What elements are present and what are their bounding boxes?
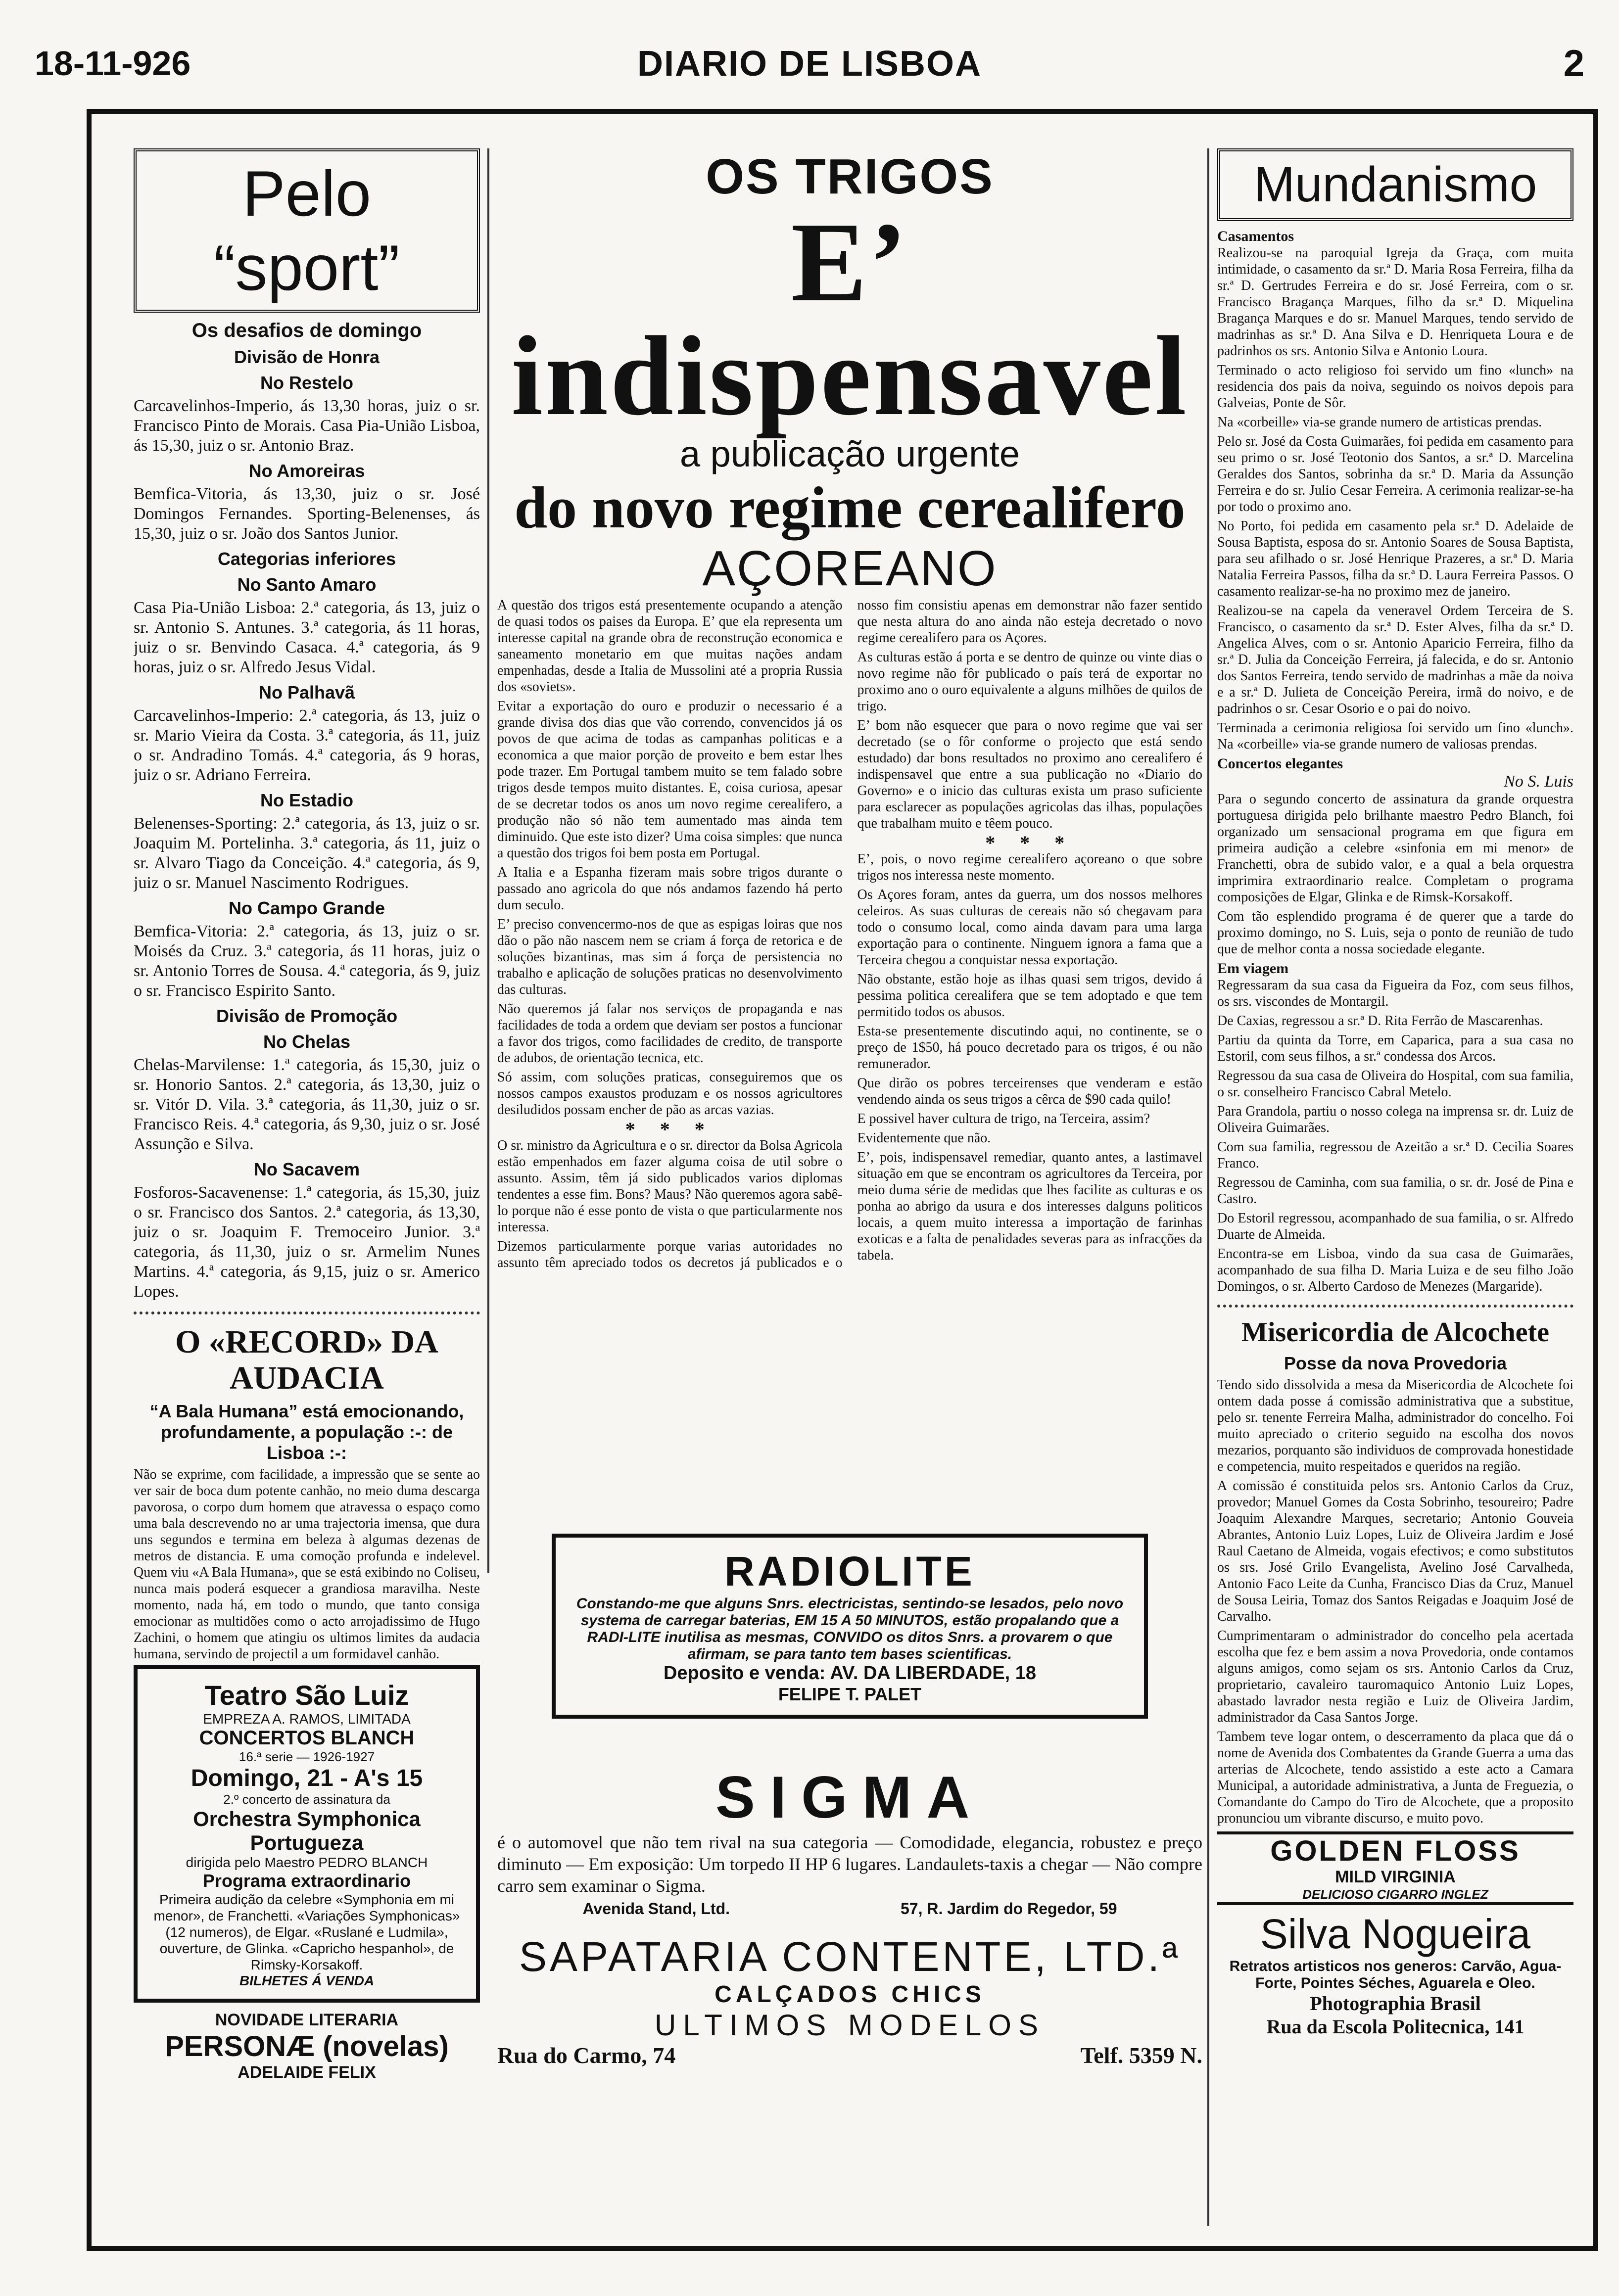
venue-name: No Estadio xyxy=(260,790,353,810)
sport-section-tag: Pelo “sport” xyxy=(134,148,480,313)
venue-name: No Restelo xyxy=(260,373,354,393)
teatro-series: 16.ª serie — 1926-1927 xyxy=(238,1749,375,1765)
record-subheading: “A Bala Humana” está emocionando, profundamente, a população :-: de Lisboa :-: xyxy=(149,1401,464,1463)
trigos-paragraph: A questão dos trigos está presentemente ocupando a atenção de quasi todos os paises da Europa. E’ que ela representa um interesse capital na grande obra de reconstrução economica e saneamento monetario em que muitas nações andam empenhadas, desde a Italia de Mussolini até a propria Russia dos «soviets». xyxy=(497,598,843,695)
sigma-address: 57, R. Jardim do Regedor, 59 xyxy=(901,1900,1117,1918)
sigma-ad xyxy=(497,1763,1202,1918)
venue-text: Casa Pia-União Lisboa: 2.ª categoria, ás 13, juiz o sr. Antonio S. Antunes. 3.ª categoria, ás 11 horas, juiz o sr. Benvindo Casaca. 4.ª categoria, ás 9 horas, juiz o sr. Alfredo Jesus Vidal. xyxy=(134,599,480,676)
silva-shop: Photographia Brasil xyxy=(1310,1992,1481,2015)
teatro-tickets: BILHETES Á VENDA xyxy=(239,1973,375,1989)
issue-date: 18-11-926 xyxy=(35,44,191,83)
trigos-paragraph: E possivel haver cultura de trigo, na Terceira, assim? xyxy=(857,1111,1150,1126)
sapataria-line1: CALÇADOS CHICS xyxy=(714,1981,985,2008)
viagem-paragraph: Partiu da quinta da Torre, em Caparica, para a sua casa no Estoril, com seus filhos, a sr.ª condessa dos Arcos. xyxy=(1217,1032,1573,1064)
trigos-top: OS TRIGOS xyxy=(706,149,994,204)
trigos-line3: do novo regime cerealifero xyxy=(514,474,1186,540)
teatro-conductor: dirigida pelo Maestro PEDRO BLANCH xyxy=(186,1855,428,1871)
trigos-paragraph: As culturas estão á porta e se dentro de quinze ou vinte dias o novo regime não fôr publicado o país terá de exportar no proximo ano o ouro equivalente a alguns milhões de quilos de trigo. xyxy=(857,650,1202,714)
venue-text: Carcavelinhos-Imperio, ás 13,30 horas, juiz o sr. Francisco Pinto de Morais. Casa Pia-União Lisboa, ás 15,30, juiz o sr. Antonio Braz. xyxy=(134,397,480,455)
sigma-footer xyxy=(497,1900,1202,1918)
sigma-title: SIGMA xyxy=(715,1764,985,1830)
casamentos-paragraph: No Porto, foi pedida em casamento pela sr.ª D. Adelaide de Sousa Baptista, esposa do sr. Antonio Soares de Sousa Baptista, para seu afilhado o sr. José Henrique Prazeres, a sr.ª D. Maria Natalia Ferreira Passos, filha da sr.ª D. Laura Ferreira Passos. O casamento realizar-se-ha no proximo mez de janeiro. xyxy=(1217,518,1573,599)
misericordia-paragraph: Tendo sido dissolvida a mesa da Misericordia de Alcochete foi ontem dada posse á comissão administrativa que a substitue, pelo sr. tenente Ferreira Malha, administrador do concelho. Foi muito apreciado o criterio seguido na escolha dos novos mezarios, porquanto são individuos de comprovada honestidade e competencia, muito respeitados e queridos na região. xyxy=(1217,1377,1573,1474)
teatro-name: Teatro São Luiz xyxy=(204,1680,409,1711)
record-heading: O «RECORD» DA AUDACIA xyxy=(175,1324,438,1396)
golden-line1: MILD VIRGINIA xyxy=(1335,1867,1456,1886)
silva-ad xyxy=(1217,1910,1573,2038)
venue-name: No Chelas xyxy=(263,1031,351,1052)
venue-text: Fosforos-Sacavenense: 1.ª categoria, ás 15,30, juiz o sr. Francisco dos Santos. 2.ª categoria, ás 13,30, juiz o sr. Joaquim F. Tremoceiro Junior. 3.ª categoria, ás 11,30, juiz o sr. Armelim Nunes Martins. 4.ª categoria, ás 9,15, juiz o sr. Americo Lopes. xyxy=(134,1183,480,1301)
novidade-ad xyxy=(134,2011,480,2082)
separator-stars: * * * xyxy=(625,1118,714,1140)
sapataria-ad xyxy=(497,1933,1202,2068)
viagem-paragraph: Regressou da sua casa de Oliveira do Hospital, com sua familia, o sr. conselheiro Francisco Cabral Metelo. xyxy=(1217,1068,1573,1100)
venue-name: No Amoreiras xyxy=(248,461,365,481)
sapataria-line2: ULTIMOS MODELOS xyxy=(655,2009,1045,2042)
concertos-paragraph: Com tão esplendido programa é de querer que a tarde do proximo domingo, no S. Luis, seja o ponto de reunião de tudo que de melhor conta a nossa sociedade elegante. xyxy=(1217,909,1573,957)
separator-stars: * * * xyxy=(985,832,1075,854)
viagem-paragraph: Com sua familia, regressou de Azeitão a sr.ª D. Cecilia Soares Franco. xyxy=(1217,1139,1573,1171)
trigos-line4: AÇOREANO xyxy=(702,541,998,596)
trigos-paragraph: Evitar a exportação do ouro e produzir o necessario é a grande divisa dos dias que vão correndo, convencidos já os povos de que acima de todas as campanhas politicas e a economica a que maior porção de proveito e bem estar lhes pode trazer. Em Portugal tambem muito se tem falado sobre trigos desde tempos muito distantes. E, coisa curiosa, apesar de se decretar todos os anos um novo regime cerealifero, a produção não só não tem aumentado mas ainda tem diminuido. Que este isto dizer? Uma coisa simples: que nunca a questão dos trigos foi bem posta em Portugal. xyxy=(497,699,843,861)
misericordia-heading: Misericordia de Alcochete xyxy=(1241,1317,1549,1348)
teatro-orchestra: Orchestra Symphonica Portugueza xyxy=(193,1807,421,1855)
trigos-paragraph: E’, pois, indispensavel remediar, quanto antes, a lastimavel situação em que se encontram os agricultores da Terceira, por meio duma série de medidas que lhes facilite as culturas e os ponha ao abrigo da usura e dos interesses dalguns politicos locais, a quem muito interessa a importação de farinhas exoticas e a falta de penalidades severas para as infracções da tabela. xyxy=(857,1150,1202,1263)
casamentos-head: Casamentos xyxy=(1217,228,1294,244)
trigos-paragraph: E’ preciso convencermo-nos de que as espigas loiras que nos dão o pão não nascem nem se criam á força de retorica e de soluções bizantinas, mas sim á força de persistencia no trabalho e aplicação de soluções praticas no desenvolvimento das culturas. xyxy=(497,917,843,997)
sigma-stand: Avenida Stand, Ltd. xyxy=(582,1900,730,1918)
venue-text: Bemfica-Vitoria: 2.ª categoria, ás 13, juiz o sr. Moisés da Cruz. 3.ª categoria, ás 11 horas, juiz o sr. Antonio Torres de Sousa. 4.ª categoria, ás 9, juiz o sr. Francisco Espirito Santo. xyxy=(134,922,480,1000)
trigos-paragraph: Evidentemente que não. xyxy=(857,1130,991,1146)
viagem-paragraph: Regressaram da sua casa da Figueira da Foz, com seus filhos, os srs. viscondes de Montargil. xyxy=(1217,978,1573,1009)
misericordia-paragraph: A comissão é constituida pelos srs. Antonio Carlos da Cruz, provedor; Manuel Gomes da Costa Sobrinho, tesoureiro; Padre Joaquim Alexandre Marques, secretario; Antonio Gouveia Abrantes, Antonio Luiz Lopes, Luiz de Oliveira Jardim e José Raul Caetano de Almeida, vogais efectivos; e como substitutos os srs. José Grilo Evangelista, Avelino José Carvalheda, Antonio Faco Leite da Cunha, Francisco Dias da Cruz, Manuel de Sousa Leiria, Tomaz dos Santos Reigadas e Joaquim José de Carvalho. xyxy=(1217,1478,1573,1624)
record-text: Não se exprime, com facilidade, a impressão que se sente ao ver sair de boca dum potente canhão, no meio duma descarga pavorosa, o corpo dum homem que atravessa o espaço como uma bala descrevendo no ar uma trajectoria imensa, que dura uns segundos e termina em beleza à algumas dezenas de metros de distancia. E uma comoção profunda e indelevel. Quem viu «A Bala Humana», que se está exibindo no Coliseu, nunca mais poderá esquecer a grandiosa maravilha. Neste momento, nada há, em todo o mundo, que tanto consiga emocionar as multidões como o acto arrojadissimo de Hugo Zachini, o homem que atingiu os ultimos limites da audacia humana, servindo de projectil a um formidavel canhão. xyxy=(134,1467,480,1662)
radiolite-address: Deposito e venda: AV. DA LIBERDADE, 18 xyxy=(663,1663,1037,1684)
viagem-paragraph: Do Estoril regressou, acompanhado de sua familia, o sr. Alfredo Duarte de Almeida. xyxy=(1217,1211,1573,1242)
sigma-text: é o automovel que não tem rival na sua categoria — Comodidade, elegancia, robustez e preço diminuto — Em exposição: Um torpedo II HP 6 lugares. Landaulets-taxis a chegar — Não compre carro sem examinar o Sigma. xyxy=(497,1832,1202,1896)
trigos-body xyxy=(497,597,1202,1271)
right-column xyxy=(1217,148,1573,2251)
divider xyxy=(134,1312,480,1314)
teatro-program-head: Programa extraordinario xyxy=(202,1871,411,1891)
sapataria-name: SAPATARIA CONTENTE, LTD.ª xyxy=(519,1933,1181,1980)
venue-text: Carcavelinhos-Imperio: 2.ª categoria, ás 13, juiz o sr. Mario Vieira da Costa. 3.ª categoria, ás 11, juiz o sr. Andradino Tomás. 4.ª categoria, ás 9 horas, juiz o sr. Adriano Ferreira. xyxy=(134,706,480,784)
sapataria-address: Rua do Carmo, 74 xyxy=(497,2043,676,2068)
division-title: Divisão de Promoção xyxy=(216,1006,398,1026)
venue-name: No Palhavã xyxy=(258,682,355,703)
venue-text: Chelas-Marvilense: 1.ª categoria, ás 15,30, juiz o sr. Honorio Santos. 2.ª categoria, ás 13,30, juiz o sr. Vitór D. Vila. 3.ª categoria, ás 11,30, juiz o sr. Francisco Reis. 4.ª categoria, ás 9,30, juiz o sr. José Assunção e Silva. xyxy=(134,1056,480,1153)
sapataria-phone: Telf. 5359 N. xyxy=(1080,2043,1202,2068)
teatro-company: EMPREZA A. RAMOS, LIMITADA xyxy=(203,1711,411,1727)
radiolite-title: RADIOLITE xyxy=(724,1548,975,1594)
venue-name: No Sacavem xyxy=(253,1159,360,1179)
column-rule-left xyxy=(487,148,489,1573)
trigos-paragraph: Esta-se presentemente discutindo aqui, no continente, se o preço de 1$50, há pouco decretado para os trigos, é ou não remunerador. xyxy=(857,1024,1202,1072)
golden-title: GOLDEN FLOSS xyxy=(1270,1834,1521,1867)
trigos-line2: a publicação urgente xyxy=(679,433,1020,474)
trigos-paragraph: Os Açores foram, antes da guerra, um dos nossos melhores celeiros. As suas culturas de cereais não só chegavam para todo o consumo local, como ainda davam para uma larga exportação para o continente. Ninguem ignora a fama que a Terceira chegou a conquistar nessa exportação. xyxy=(857,887,1202,968)
venue-name: No Santo Amaro xyxy=(237,574,377,595)
silva-address: Rua da Escola Politecnica, 141 xyxy=(1266,2015,1524,2038)
left-column xyxy=(134,148,480,2251)
trigos-headline: E’ indispensavel xyxy=(511,199,1189,439)
concertos-author: No S. Luis xyxy=(1504,772,1573,791)
misericordia-paragraph: Cumprimentaram o administrador do concelho pela acertada escolha que fez e bem assim a nova Provedoria, onde contamos alguns amigos, como sejam os srs. Antonio Carlos da Cruz, proprietario, cavaleiro tauromaquico Antonio Luiz Lopes, abastado lavrador nesta região e Luiz de Oliveira Jardim, administrador da Casa Santos Jorge. xyxy=(1217,1628,1573,1725)
viagem-paragraph: Encontra-se em Lisboa, vindo da sua casa de Guimarães, acompanhado de sua filha D. Maria Luiza e de seu filho João Domingos, o sr. Alberto Cardoso de Menezes (Margaride). xyxy=(1217,1246,1573,1294)
teatro-date: Domingo, 21 - A's 15 xyxy=(190,1765,423,1792)
casamentos-paragraph: Realizou-se na paroquial Igreja da Graça, com muita intimidade, o casamento da sr.ª D. Maria Rosa Ferreira, filha da sr.ª D. Gertrudes Ferreira e do sr. José Ferreira, com o sr. Francisco Bragança Marques, filho da sr.ª D. Miquelina Bragança Marques e do sr. Manuel Marques, tendo servido de madrinhas as sr.ª D. Ana Silva e D. Henriqueta Loura e de padrinhos os srs. Antonio Silva e Antonio Loura. xyxy=(1217,245,1573,359)
viagem-head: Em viagem xyxy=(1217,960,1289,977)
trigos-paragraph: A Italia e a Espanha fizeram mais sobre trigos durante o passado ano agricola do que nós andamos fazendo há perto dum seculo. xyxy=(497,865,843,913)
concertos-head: Concertos elegantes xyxy=(1217,755,1343,772)
sport-heading: Os desafios de domingo xyxy=(191,320,422,341)
teatro-program: Primeira audição da celebre «Symphonia em mi menor», de Franchetti. «Variações Symphonicas» (12 numeros), de Elgar. «Ruslané e Ludmila», ouverture, de Glinka. «Capricho hespanhol», de Rimsky-Korsakoff. xyxy=(153,1892,460,1973)
trigos-paragraph: Só assim, com soluções praticas, conseguiremos que os nossos campos exaustos produzam e os nossos agricultores desiludidos possam encher de pão as arcas vazias. xyxy=(497,1070,843,1118)
masthead xyxy=(0,0,1619,104)
teatro-event: CONCERTOS BLANCH xyxy=(199,1727,415,1749)
silva-title: Silva Nogueira xyxy=(1260,1910,1531,1957)
radiolite-owner: FELIPE T. PALET xyxy=(778,1684,922,1704)
radiolite-ad xyxy=(552,1534,1148,1719)
viagem-paragraph: Regressou de Caminha, com sua familia, o sr. dr. José de Pina e Castro. xyxy=(1217,1175,1573,1207)
golden-line2: DELICIOSO CIGARRO INGLEZ xyxy=(1302,1886,1488,1902)
column-rule-right xyxy=(1207,148,1209,2226)
division-title: Categorias inferiores xyxy=(217,549,396,569)
middle-ads xyxy=(497,1534,1202,2241)
novidade-label: NOVIDADE LITERARIA xyxy=(215,2011,399,2030)
middle-column xyxy=(497,148,1202,1583)
novidade-title: PERSONÆ (novelas) xyxy=(165,2030,449,2063)
trigos-paragraph: E’, pois, o novo regime cerealifero açoreano o que sobre trigos nos interessa neste momento. xyxy=(857,851,1202,883)
teatro-ad xyxy=(134,1665,480,2003)
trigos-paragraph: O sr. ministro da Agricultura e o sr. director da Bolsa Agricola estão empenhados em fazer alguma coisa de util sobre o assunto. Assim, têm já sido publicados varios diplomas tendentes a esse fim. Bons? Maus? Não queremos agora sabê-lo porque não é esse ponto de vista o que particularmente nos interessa. xyxy=(497,1138,843,1235)
casamentos-paragraph: Terminado o acto religioso foi servido um fino «lunch» na residencia dos pais da noiva, seguindo os noivos depois para Galveias, Ponte de Sôr. xyxy=(1217,363,1573,411)
radiolite-text: Constando-me que alguns Snrs. electricistas, sentindo-se lesados, pelo novo systema de carregar baterias, EM 15 A 50 MINUTOS, estão propalando que a RADI-LITE inutilisa as mesmas, CONVIDO os ditos Snrs. a provarem o que afirmam, se para tanto tem bases scientificas. xyxy=(576,1595,1124,1662)
trigos-paragraph: E’ bom não esquecer que para o novo regime que vai ser decretado (se o fôr conforme o projecto que está sendo estudado) dar bons resultados no proximo ano cerealifero é indispensavel que entre a sua publicação no «Diario do Governo» e o inicio das culturas exista um praso suficiente para esclarecer as populações agricolas das ilhas, populações que trabalham muito e têem pouco. xyxy=(857,718,1202,831)
misericordia-paragraph: Tambem teve logar ontem, o descerramento da placa que dá o nome de Avenida dos Combatentes da Grande Guerra a uma das arterias de Alcochete, tendo assistido a este acto a Camara Municipal, a autoridade administrativa, a Junta de Freguezia, o Comandante do Campo do Tiro de Alcochete, que a proposito pronunciou um vibrante discurso, e muito povo. xyxy=(1217,1729,1573,1826)
division-title: Divisão de Honra xyxy=(234,347,380,367)
page-number: 2 xyxy=(1563,43,1584,85)
trigos-paragraph: Não queremos já falar nos serviços de propaganda e nas facilidades de toda a ordem que deviam ser postos a funcionar a favor dos trigos, como facilidades de credito, de transporte de adubos, de orientação tecnica, etc. xyxy=(497,1001,843,1066)
divider xyxy=(1217,1305,1573,1308)
casamentos-paragraph: Pelo sr. José da Costa Guimarães, foi pedida em casamento para seu primo o sr. José Teotonio dos Santos, a sr.ª D. Marcelina Geraldes dos Santos, sobrinha da sr.ª D. Maria da Assunção Ferreira e do sr. Julio Cesar Ferreira. A cerimonia realizar-se-ha por todo o proximo ano. xyxy=(1217,434,1573,515)
viagem-paragraph: Para Grandola, partiu o nosso colega na imprensa sr. dr. Luiz de Oliveira Guimarães. xyxy=(1217,1104,1573,1135)
venue-text: Belenenses-Sporting: 2.ª categoria, ás 13, juiz o sr. Joaquim M. Portelinha. 3.ª categoria, ás 11, juiz o sr. Alvaro Tiago da Conceição. 4.ª categoria, ás 9, juiz o sr. Manuel Nascimento Rodrigues. xyxy=(134,814,480,892)
trigos-paragraph: Não obstante, estão hoje as ilhas quasi sem trigos, devido á pessima politica cerealifera que se tem adoptado e que tem permitido todos os abusos. xyxy=(857,972,1202,1020)
newspaper-title: DIARIO DE LISBOA xyxy=(637,44,982,84)
golden-ad xyxy=(1217,1831,1573,1905)
concertos-paragraph: Para o segundo concerto de assinatura da grande orquestra portuguesa dirigida pelo brilhante maestro Pedro Blanch, foi organizado um sensacional programa em que figura em primeira audição a celebre «sinfonia em mi menor» de Franchetti, obra de subido valor, e a qual a bela orquestra imprimira extraordinario realce. Completam o programa composições de Elgar, Glinka e de Rimsk-Korsakoff. xyxy=(1217,792,1573,905)
venue-text: Bemfica-Vitoria, ás 13,30, juiz o sr. José Domingos Fernandes. Sporting-Belenenses, ás 15,30, juiz o sr. João dos Santos Junior. xyxy=(134,485,480,543)
novidade-author: ADELAIDE FELIX xyxy=(238,2063,376,2082)
casamentos-paragraph: Realizou-se na capela da veneravel Ordem Terceira de S. Francisco, o casamento da sr.ª D. Ester Alves, filha da sr.ª D. Angelica Alves, com o sr. Antonio Aparicio Ferreira, filho da sr.ª D. Julia da Conceição Ferreira, já falecida, e do sr. Antonio dos Santos Ferreira, tendo servido de madrinhas a mãe da noiva e a sr.ª D. Julieta de Conceição Pereira, irmã do noivo, e de padrinhos o sr. Cesar Osorio e o pai do noivo. xyxy=(1217,603,1573,716)
sapataria-footer xyxy=(497,2042,1202,2068)
trigos-paragraph: Dizemos particularmente porque varias autoridades no assunto têm apreciado todos os decretos já publicados e o nosso fim consistiu apenas em demonstrar não fazer sentido que nesta altura do ano ainda não esteja decretado o novo regime cerealifero para os Açores. xyxy=(497,598,1202,1270)
mundanismo-section-tag: Mundanismo xyxy=(1217,148,1573,221)
casamentos-paragraph: Na «corbeille» via-se grande numero de artisticas prendas. xyxy=(1217,415,1542,430)
viagem-paragraph: De Caxias, regressou a sr.ª D. Rita Ferrão de Mascarenhas. xyxy=(1217,1013,1543,1029)
teatro-concert: 2.º concerto de assinatura da xyxy=(223,1792,390,1807)
casamentos-paragraph: Terminada a cerimonia religiosa foi servido um fino «lunch». Na «corbeille» via-se grande numero de valiosas prendas. xyxy=(1217,720,1573,752)
trigos-paragraph: Que dirão os pobres terceirenses que venderam e estão vendendo ainda os seus trigos a cêrca de $90 cada quilo! xyxy=(857,1076,1202,1107)
venue-name: No Campo Grande xyxy=(228,898,385,918)
silva-text: Retratos artisticos nos generos: Carvão, Agua-Forte, Pointes Séches, Aguarela e Oleo. xyxy=(1229,1958,1562,1991)
misericordia-subheading: Posse da nova Provedoria xyxy=(1284,1353,1507,1373)
